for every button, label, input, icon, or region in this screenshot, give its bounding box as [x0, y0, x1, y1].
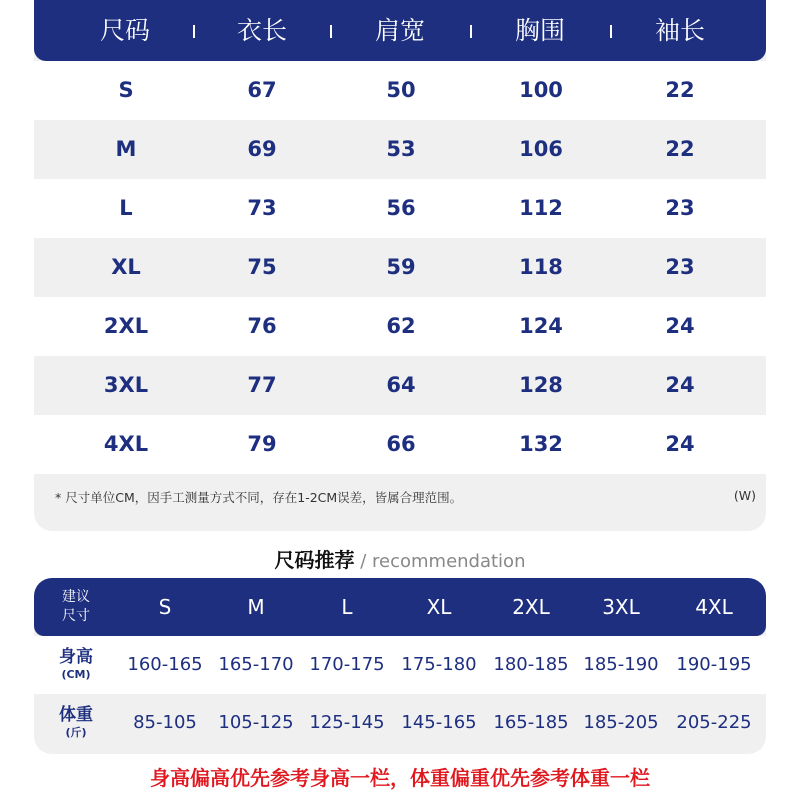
corner-label-line2: 尺寸 — [62, 608, 90, 624]
recommendation-card — [34, 578, 766, 754]
header-size: 尺码 — [99, 16, 150, 45]
recommend-weight-cell: 125-145 — [309, 712, 385, 733]
recommend-height-cell: 185-190 — [583, 654, 659, 675]
weight-label: 体重 — [59, 705, 93, 725]
size-row — [34, 415, 766, 474]
size-cell-chest: 100 — [519, 78, 563, 102]
size-cell-chest: 124 — [519, 314, 563, 338]
header-sleeve: 袖长 — [654, 16, 705, 45]
size-cell-sleeve: 22 — [665, 137, 695, 161]
size-cell-size: 4XL — [103, 432, 149, 456]
size-row — [34, 297, 766, 356]
size-cell-shoulder: 50 — [386, 78, 416, 102]
height-label: 身高 — [59, 647, 93, 667]
recommend-weight-cell: 165-185 — [493, 712, 569, 733]
size-cell-length: 76 — [247, 314, 277, 338]
size-cell-sleeve: 22 — [665, 78, 695, 102]
header-chest: 胸围 — [514, 16, 565, 45]
size-row — [34, 356, 766, 415]
note-tag: (W) — [733, 488, 756, 503]
recommend-weight-cell: 85-105 — [133, 712, 197, 733]
size-row — [34, 238, 766, 297]
size-cell-length: 75 — [247, 255, 277, 279]
recommend-size-header: 3XL — [602, 595, 640, 619]
size-cell-shoulder: 56 — [386, 196, 416, 220]
recommend-weight-cell: 145-165 — [401, 712, 477, 733]
size-chart-card — [34, 0, 766, 531]
recommendation-title-main: 尺码推荐 — [274, 548, 355, 572]
size-cell-size: 3XL — [103, 373, 149, 397]
size-row — [34, 120, 766, 179]
recommendation-title — [0, 544, 800, 573]
size-cell-length: 79 — [247, 432, 277, 456]
recommend-size-header: M — [247, 595, 265, 619]
size-cell-length: 73 — [247, 196, 277, 220]
recommendation-title-sub: / recommendation — [354, 551, 526, 572]
header-shoulder: 肩宽 — [374, 16, 425, 45]
recommend-weight-cell: 205-225 — [676, 712, 752, 733]
size-cell-length: 69 — [247, 137, 277, 161]
corner-label-line1: 建议 — [62, 589, 90, 605]
recommend-size-header: XL — [426, 595, 452, 619]
size-cell-sleeve: 24 — [665, 314, 695, 338]
recommend-height-cell: 180-185 — [493, 654, 569, 675]
recommend-weight-cell: 185-205 — [583, 712, 659, 733]
size-cell-shoulder: 53 — [386, 137, 416, 161]
size-cell-chest: 106 — [519, 137, 563, 161]
size-cell-chest: 118 — [519, 255, 563, 279]
recommend-size-header: 2XL — [512, 595, 550, 619]
size-row — [34, 61, 766, 120]
recommend-height-cell: 170-175 — [309, 654, 385, 675]
weight-row-label — [34, 704, 118, 740]
size-cell-length: 77 — [247, 373, 277, 397]
footer-advice: 身高偏高优先参考身高一栏，体重偏重优先参考体重一栏 — [150, 766, 650, 790]
size-cell-sleeve: 24 — [665, 432, 695, 456]
size-cell-chest: 112 — [519, 196, 563, 220]
recommend-height-cell: 165-170 — [218, 654, 294, 675]
recommend-height-cell: 175-180 — [401, 654, 477, 675]
size-cell-size: 2XL — [103, 314, 149, 338]
size-chart-header — [34, 0, 766, 61]
weight-row — [34, 694, 766, 752]
recommend-height-cell: 160-165 — [127, 654, 203, 675]
weight-unit: (斤) — [65, 726, 87, 739]
size-cell-shoulder: 62 — [386, 314, 416, 338]
size-cell-size: M — [115, 137, 137, 161]
corner-label — [34, 588, 118, 626]
size-cell-size: S — [118, 78, 134, 102]
size-cell-chest: 132 — [519, 432, 563, 456]
recommend-size-header: L — [341, 595, 353, 619]
size-cell-shoulder: 64 — [386, 373, 416, 397]
size-cell-chest: 128 — [519, 373, 563, 397]
recommend-size-header: S — [158, 595, 172, 619]
height-row — [34, 636, 766, 694]
header-length: 衣长 — [236, 16, 287, 45]
measurement-note: * 尺寸单位CM，因手工测量方式不同，存在1-2CM误差，皆属合理范围。 — [55, 490, 463, 505]
size-cell-size: L — [119, 196, 133, 220]
height-row-label — [34, 646, 118, 682]
size-cell-size: XL — [111, 255, 141, 279]
recommend-height-cell: 190-195 — [676, 654, 752, 675]
size-cell-shoulder: 59 — [386, 255, 416, 279]
height-unit: (CM) — [61, 668, 91, 681]
recommend-weight-cell: 105-125 — [218, 712, 294, 733]
recommendation-header — [34, 578, 766, 636]
recommend-size-header: 4XL — [695, 595, 733, 619]
size-cell-sleeve: 24 — [665, 373, 695, 397]
size-row — [34, 179, 766, 238]
size-cell-sleeve: 23 — [665, 196, 695, 220]
size-cell-sleeve: 23 — [665, 255, 695, 279]
size-cell-shoulder: 66 — [386, 432, 416, 456]
size-cell-length: 67 — [247, 78, 277, 102]
